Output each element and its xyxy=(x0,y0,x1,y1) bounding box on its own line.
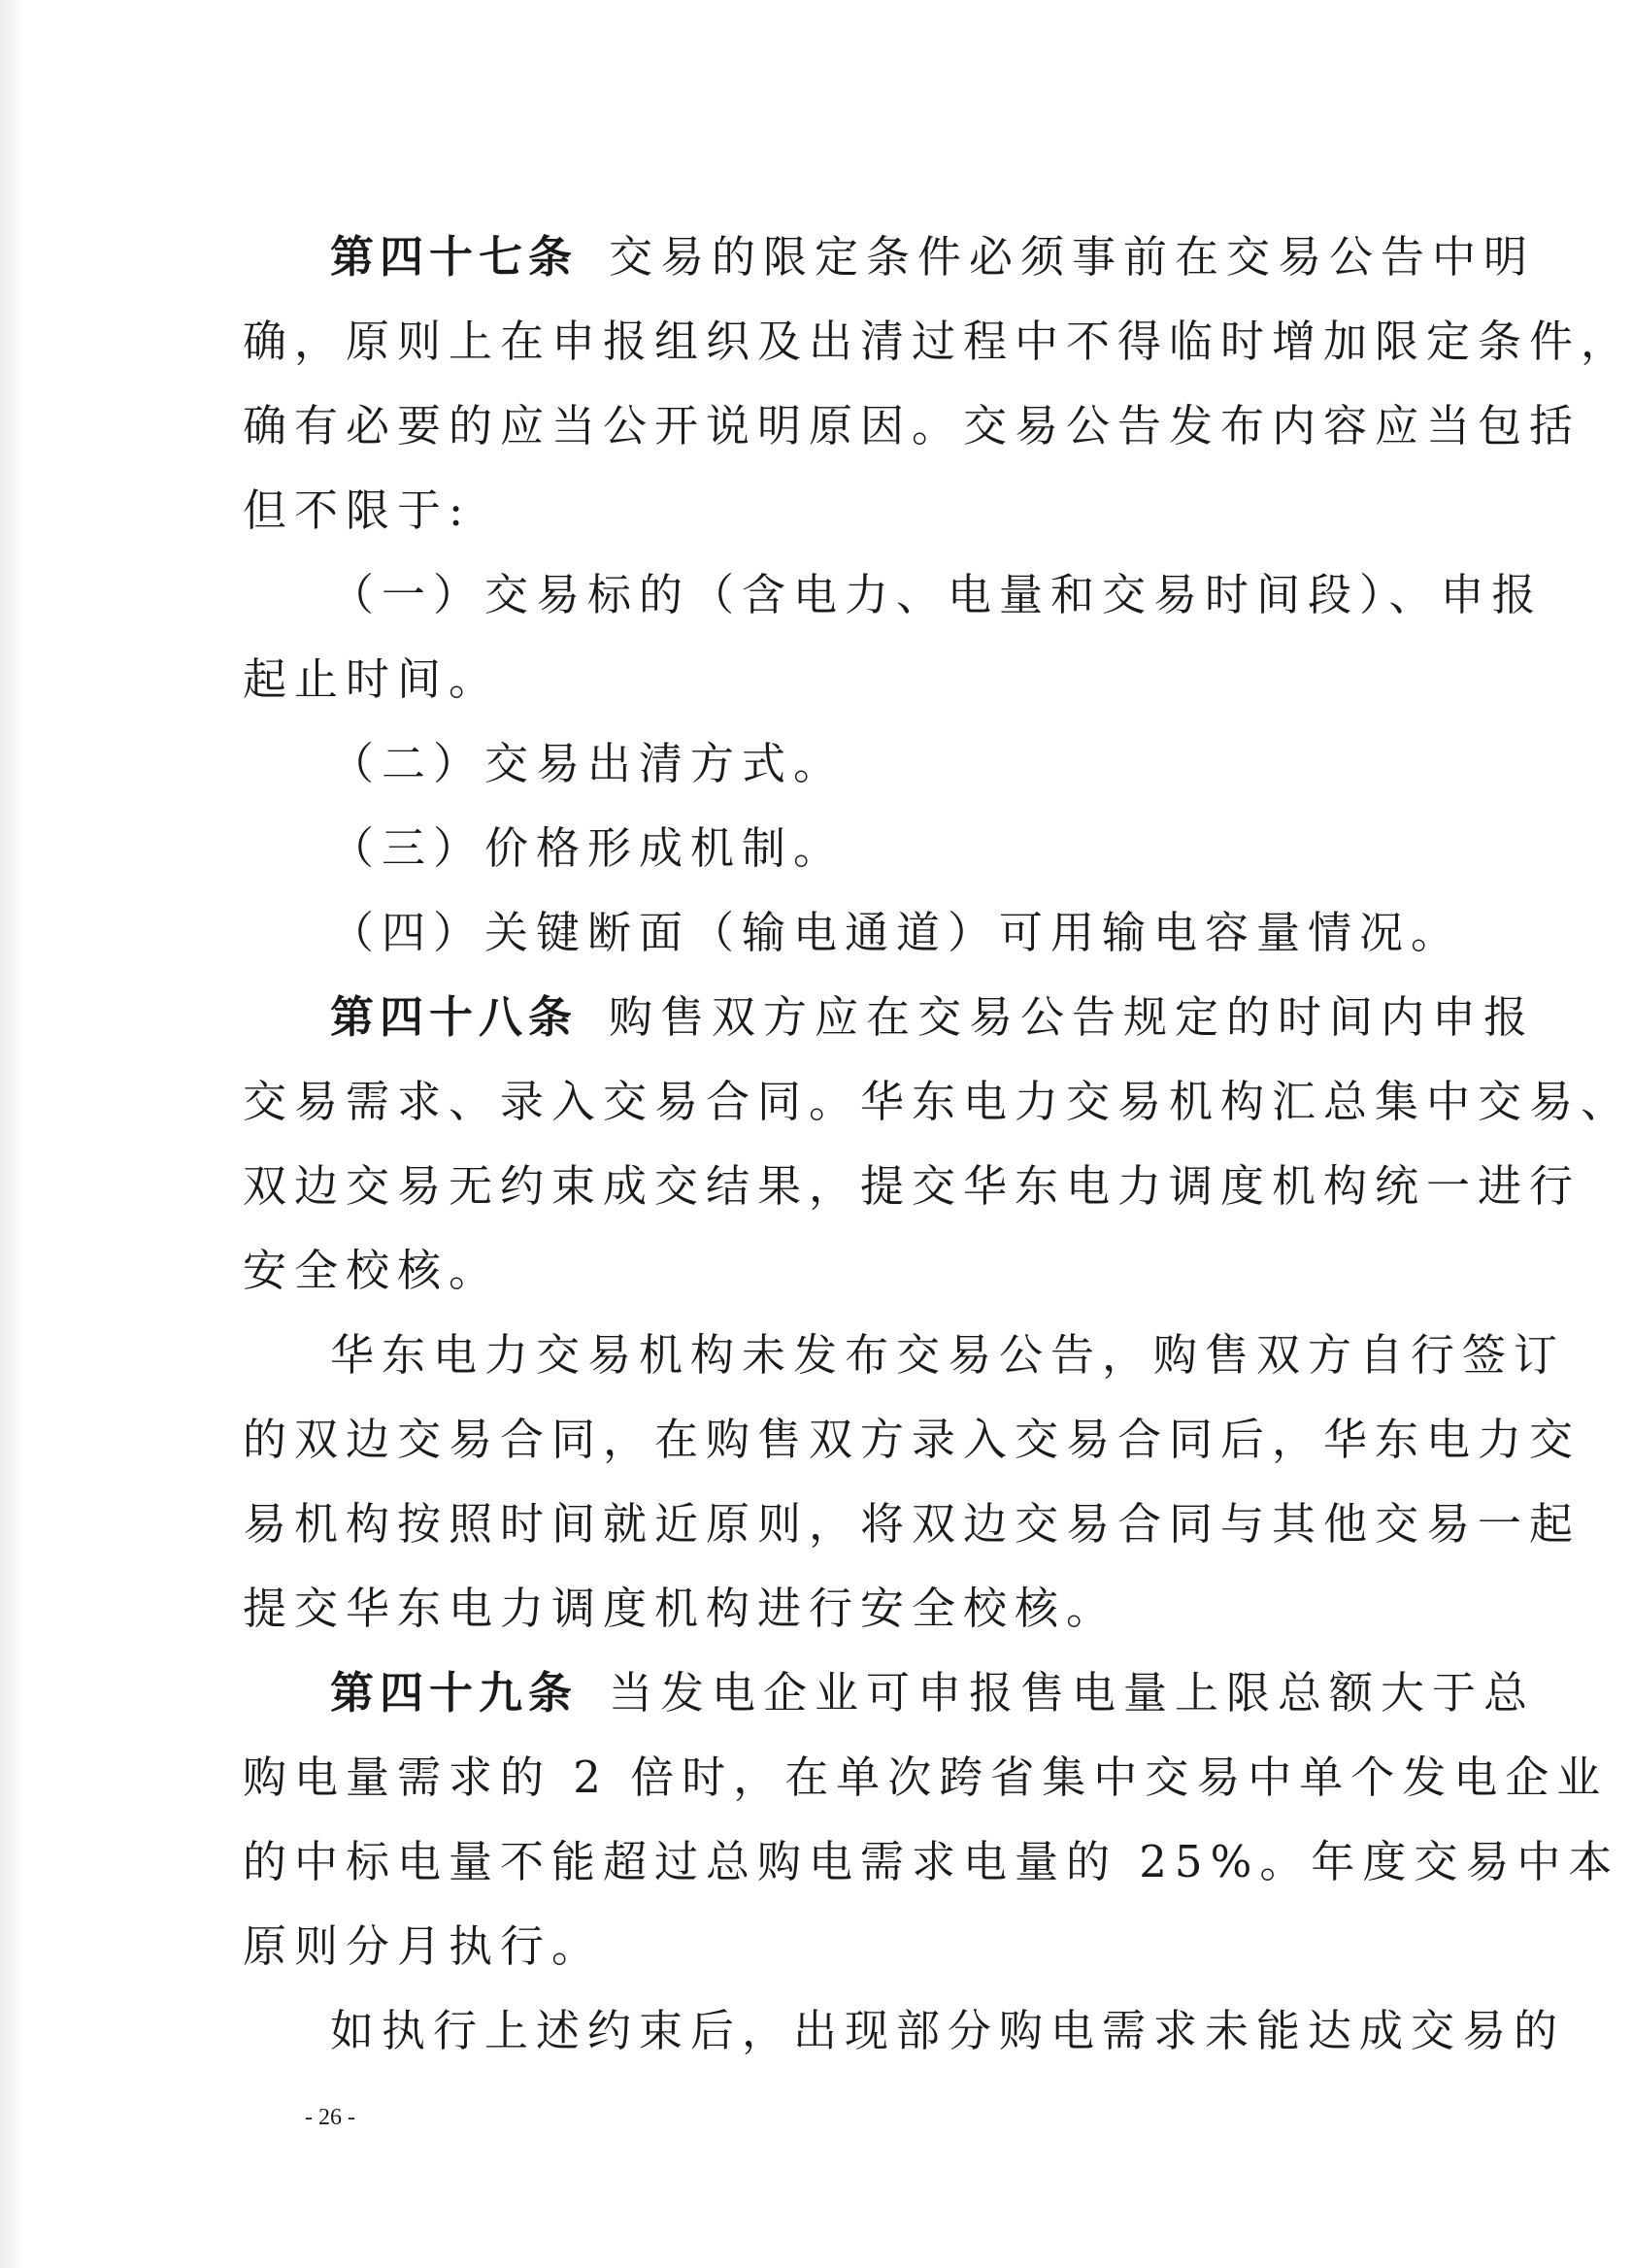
article-48-line-1 xyxy=(330,979,1536,1056)
article-49-heading: 第四十九条 xyxy=(330,1667,579,1718)
article-48-para2-line-1: 华东电力交易机构未发布交易公告，购售双方自行签订 xyxy=(330,1329,1566,1381)
article-49-text-1: 当发电企业可申报售电量上限总额大于总 xyxy=(609,1667,1536,1718)
article-47-line-4: 但不限于: xyxy=(243,484,472,536)
scan-edge-shadow xyxy=(0,0,25,2268)
article-49-line-4: 原则分月执行。 xyxy=(243,1920,604,1972)
item-2: （二）交易出清方式。 xyxy=(330,738,846,789)
item-3: （三）价格形成机制。 xyxy=(330,822,846,874)
article-49-line-2: 购电量需求的 2 倍时，在单次跨省集中交易中单个发电企业 xyxy=(243,1751,1609,1803)
article-47-line-2: 确，原则上在申报组织及出清过程中不得临时增加限定条件， xyxy=(243,316,1632,367)
page-number: - 26 - xyxy=(305,2105,355,2130)
article-49-line-3: 的中标电量不能超过总购电需求电量的 25%。年度交易中本 xyxy=(243,1836,1620,1887)
article-48-text-1: 购售双方应在交易公告规定的时间内申报 xyxy=(609,991,1536,1043)
article-47-line-3: 确有必要的应当公开说明原因。交易公告发布内容应当包括 xyxy=(243,400,1582,451)
article-47-text-1: 交易的限定条件必须事前在交易公告中明 xyxy=(609,231,1536,283)
item-4: （四）关键断面（输电通道）可用输电容量情况。 xyxy=(330,907,1463,958)
article-48-line-2: 交易需求、录入交易合同。华东电力交易机构汇总集中交易、 xyxy=(243,1076,1632,1127)
article-48-heading: 第四十八条 xyxy=(330,991,579,1043)
article-48-line-3: 双边交易无约束成交结果，提交华东电力调度机构统一进行 xyxy=(243,1160,1582,1212)
article-47-heading: 第四十七条 xyxy=(330,231,579,283)
article-48-para2-line-2: 的双边交易合同，在购售双方录入交易合同后，华东电力交 xyxy=(243,1414,1582,1465)
article-48-line-4: 安全校核。 xyxy=(243,1245,501,1296)
item-1-line-2: 起止时间。 xyxy=(243,653,501,705)
article-48-para2-line-3: 易机构按照时间就近原则，将双边交易合同与其他交易一起 xyxy=(243,1498,1582,1550)
article-48-para2-line-4: 提交华东电力调度机构进行安全校核。 xyxy=(243,1583,1118,1634)
item-1-line-1: （一）交易标的（含电力、电量和交易时间段）、申报 xyxy=(330,569,1544,620)
article-49-line-1 xyxy=(330,1654,1536,1732)
article-49-para2-line-1: 如执行上述约束后，出现部分购电需求未能达成交易的 xyxy=(330,2005,1566,2056)
article-47-line-1 xyxy=(330,218,1536,296)
